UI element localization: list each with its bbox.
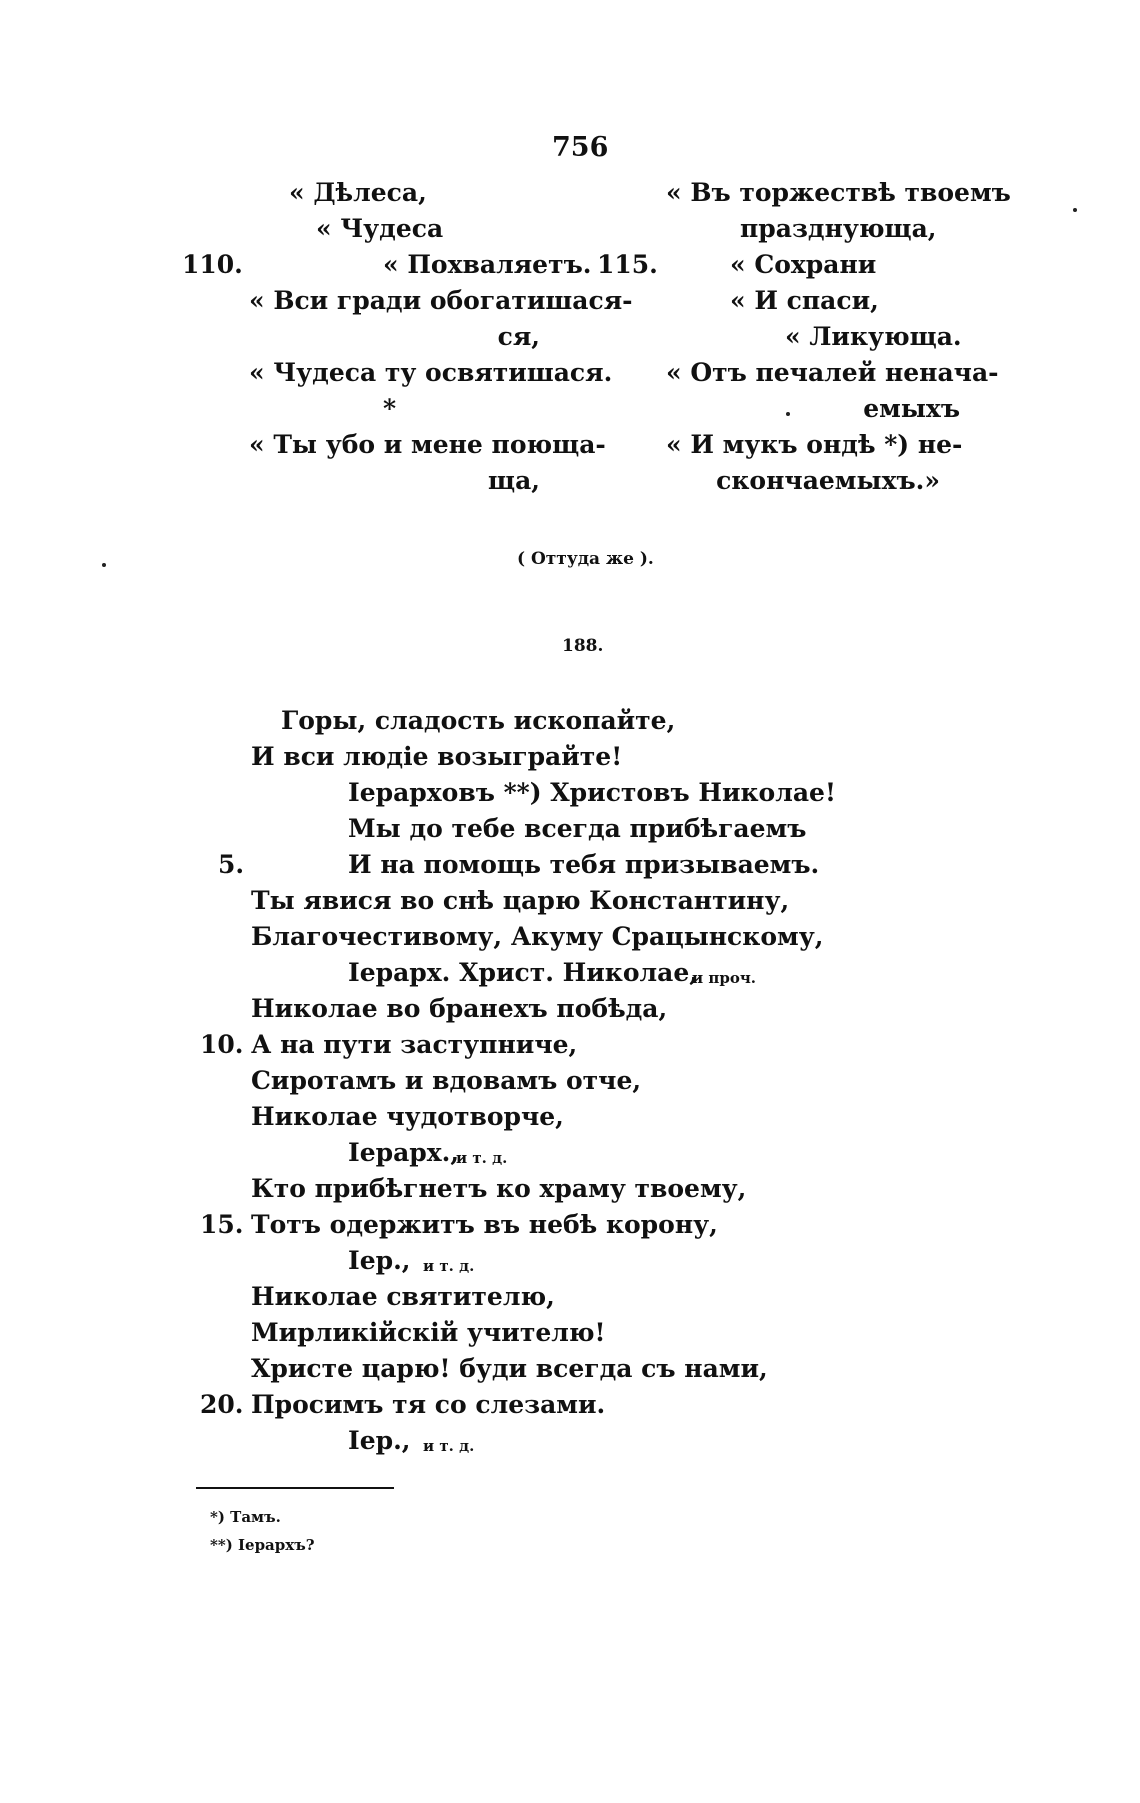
verse-line: Ты явися во снѣ царю Константину,: [251, 886, 790, 915]
asterisk-mark: *: [383, 394, 397, 423]
line-number: 5.: [218, 850, 245, 879]
verse-line: ща,: [488, 466, 540, 495]
verse-line: « Ликующа.: [785, 322, 962, 351]
verse-line: Христе царю! буди всегда съ нами,: [251, 1354, 768, 1383]
abbreviation-note: и проч.: [692, 969, 757, 987]
scan-speck: [102, 563, 106, 567]
verse-line: Іер.,: [348, 1246, 411, 1275]
line-number: 10.: [200, 1030, 244, 1059]
verse-line: Мирликійскій учителю!: [251, 1318, 606, 1347]
verse-line: « И мукъ ондѣ *) не-: [666, 430, 963, 459]
verse-line: « Въ торжествѣ твоемъ: [666, 178, 1011, 207]
verse-line: Благочестивому, Акуму Срацынскому,: [251, 922, 824, 951]
verse-line: « Чудеса ту освятишася.: [249, 358, 613, 387]
verse-line: « Отъ печалей ненача-: [666, 358, 999, 387]
verse-line: емыхъ: [863, 394, 960, 423]
verse-line: ся,: [497, 322, 540, 351]
footnote: **) Іерархъ?: [210, 1536, 315, 1554]
verse-line: Сиротамъ и вдовамъ отче,: [251, 1066, 642, 1095]
verse-line: « Вси гради обогатишася-: [249, 286, 633, 315]
verse-line: И вси людіе возыграйте!: [251, 742, 623, 771]
verse-line: Іер.,: [348, 1426, 411, 1455]
verse-line: Николае чудотворче,: [251, 1102, 564, 1131]
scan-speck: [1073, 208, 1077, 212]
scan-speck: [786, 412, 790, 416]
verse-line: Іерарх.,: [348, 1138, 460, 1167]
verse-line: « Ты убо и мене поюща-: [249, 430, 606, 459]
verse-line: Просимъ тя со слезами.: [251, 1390, 606, 1419]
line-number: 15.: [200, 1210, 244, 1239]
verse-line: Горы, сладость ископайте,: [281, 706, 676, 735]
verse-line: А на пути заступниче,: [251, 1030, 578, 1059]
verse-line: « И спаси,: [730, 286, 879, 315]
verse-line: Іерарховъ **) Христовъ Николае!: [348, 778, 836, 807]
verse-line: Николае во бранехъ побѣда,: [251, 994, 668, 1023]
footnote-divider: [196, 1487, 394, 1489]
verse-line: Мы до тебе всегда прибѣгаемъ: [348, 814, 807, 843]
source-note: ( Оттуда же ).: [517, 549, 654, 569]
verse-line: Тотъ одержитъ въ небѣ корону,: [251, 1210, 718, 1239]
abbreviation-note: и т. д.: [423, 1437, 475, 1455]
line-number: 115.: [597, 250, 658, 279]
verse-line: Кто прибѣгнетъ ко храму твоему,: [251, 1174, 747, 1203]
verse-line: Іерарх. Христ. Николае,: [348, 958, 698, 987]
verse-line: празднующа,: [740, 214, 937, 243]
song-number: 188.: [562, 636, 604, 656]
abbreviation-note: и т. д.: [456, 1149, 508, 1167]
verse-line: « Похваляетъ.: [383, 250, 592, 279]
verse-line: скончаемыхъ.»: [716, 466, 940, 495]
verse-line: Николае святителю,: [251, 1282, 555, 1311]
line-number: 110.: [182, 250, 243, 279]
page-number: 756: [552, 132, 609, 163]
line-number: 20.: [200, 1390, 244, 1419]
footnote: *) Тамъ.: [210, 1508, 281, 1526]
abbreviation-note: и т. д.: [423, 1257, 475, 1275]
verse-line: « Чудеса: [316, 214, 444, 243]
verse-line: « Сохрани: [730, 250, 877, 279]
verse-line: И на помощь тебя призываемъ.: [348, 850, 820, 879]
verse-line: « Дѣлеса,: [289, 178, 427, 207]
